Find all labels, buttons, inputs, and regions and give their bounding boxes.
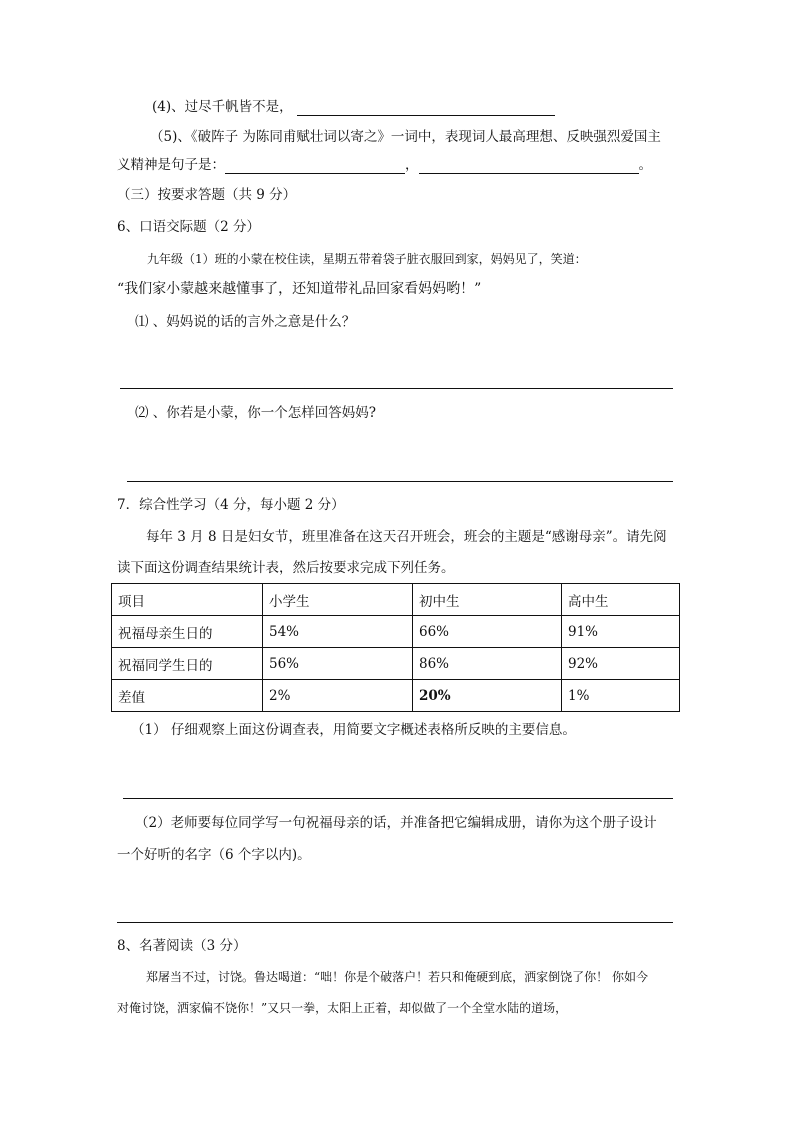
q6-sub2: ⑵ 、你若是小蒙，你一个怎样回答妈妈? [135,405,377,421]
table-cell: 86% [413,648,562,680]
table-cell: 54% [263,616,413,648]
table-row [112,648,680,680]
q7-sub2-line2: 一个好听的名字（6 个字以内)。 [117,847,311,863]
poem-q5-end: 。 [638,157,652,173]
poem-q4-answer-blank[interactable] [297,100,555,116]
q6-heading: 6、口语交际题（2 分） [117,219,260,235]
q6-sub1: ⑴ 、妈妈说的话的言外之意是什么？ [135,314,356,330]
q7-sub1: （1） 仔细观察上面这份调查表，用简要文字概述表格所反映的主要信息。 [131,722,576,738]
q8-passage-line1: 郑屠当不过，讨饶。鲁达喝道：“咄！你是个破落户！若只和俺硬到底，洒家倒饶了你！ 你如今 [146,970,648,984]
table-cell: 2% [263,680,413,712]
q7-intro-line1: 每年 3 月 8 日是妇女节，班里准备在这天召开班会，班会的主题是“感谢母亲”。请先阅 [146,529,667,545]
table-cell: 56% [263,648,413,680]
q6-sub2-answer-line[interactable] [127,481,673,482]
poem-q5-blank-1[interactable] [225,158,405,174]
table-header-cell: 初中生 [413,584,562,616]
q6-sub1-answer-line[interactable] [120,388,673,389]
poem-q5-prefix-text: 义精神是句子是： [117,157,225,173]
q7-heading: 7．综合性学习（4 分，每小题 2 分） [117,497,345,513]
table-cell: 差值 [112,680,263,712]
table-header-row [112,584,680,616]
table-row [112,680,680,712]
survey-table [111,583,680,712]
poem-q4-label: (4)、过尽千帆皆不是， [152,99,293,115]
q6-quote: “我们家小蒙越来越懂事了，还知道带礼品回家看妈妈哟！” [117,281,482,297]
table-cell: 91% [562,616,680,648]
table-cell: 92% [562,648,680,680]
section3-heading: （三）按要求答题（共 9 分） [117,187,297,203]
poem-q4 [152,98,555,116]
poem-q5-blank-2[interactable] [419,158,639,174]
q8-passage-line2: 对俺讨饶，洒家偏不饶你！”又只一拳，太阳上正着，却似做了一个全堂水陆的道场， [117,1001,568,1015]
table-cell: 20% [413,680,562,712]
table-header-cell: 高中生 [562,584,680,616]
table-header-cell: 项目 [112,584,263,616]
q7-sub2-line1: （2）老师要每位同学写一句祝福母亲的话，并准备把它编辑成册，请你为这个册子设计 [135,815,657,831]
q7-intro-line2: 读下面这份调查结果统计表，然后按要求完成下列任务。 [117,560,455,576]
q8-heading: 8、名著阅读（3 分） [117,938,247,954]
poem-q5-line2 [117,156,652,174]
q7-sub2-answer-line[interactable] [117,922,673,923]
table-header-cell: 小学生 [263,584,413,616]
poem-q5-line1: （5)、《破阵子 为陈同甫赋壮词以寄之》一词中，表现词人最高理想、反映强烈爱国主 [150,129,661,145]
table-cell: 祝福同学生日的 [112,648,263,680]
q6-scenario: 九年级（1）班的小蒙在校住读，星期五带着袋子脏衣服回到家，妈妈见了，笑道： [147,252,587,266]
table-row [112,616,680,648]
table-cell: 祝福母亲生日的 [112,616,263,648]
poem-q5-separator: ， [405,157,419,173]
table-cell: 66% [413,616,562,648]
table-cell: 1% [562,680,680,712]
q7-sub1-answer-line[interactable] [123,798,673,799]
